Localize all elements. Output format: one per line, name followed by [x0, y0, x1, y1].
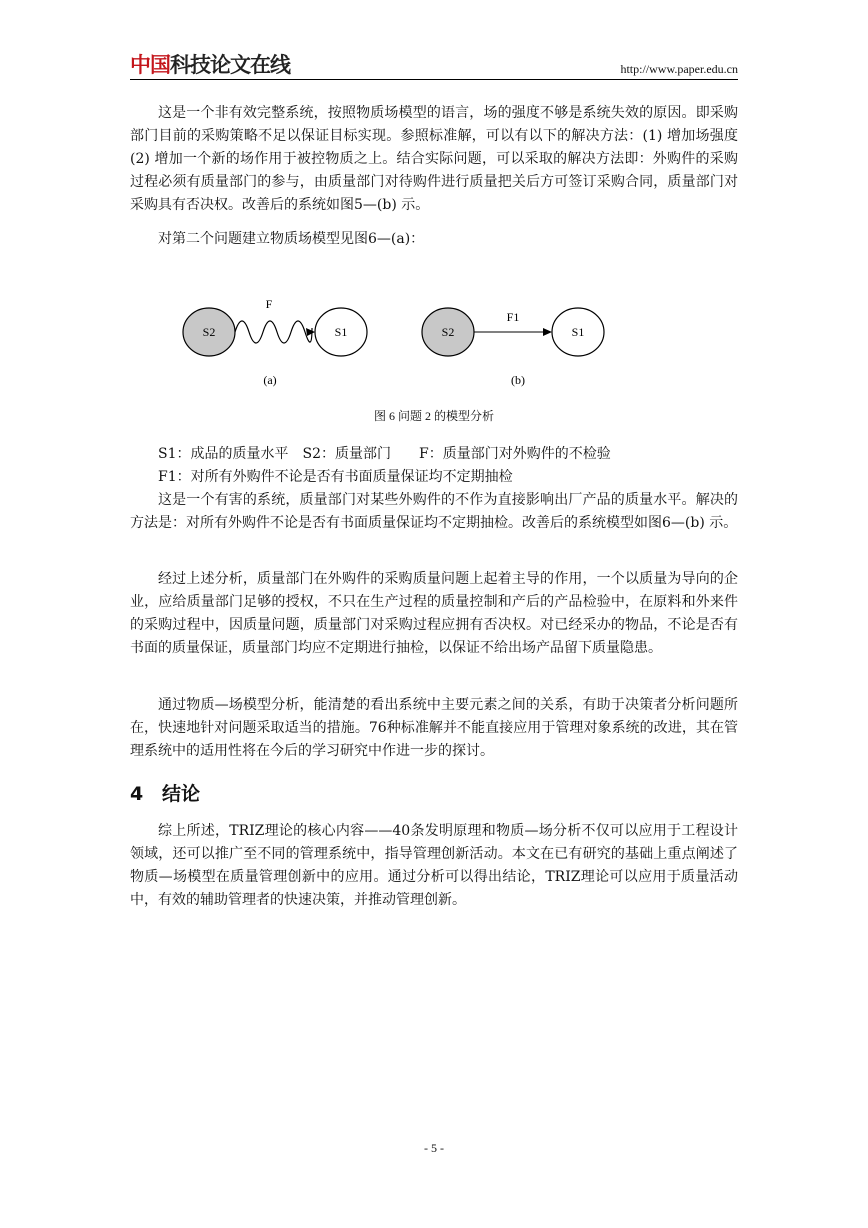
logo-part-red: 中国 — [130, 53, 170, 77]
figure-6 — [130, 285, 738, 425]
journal-logo — [130, 52, 290, 78]
paragraph-5: 通过物质—场模型分析，能清楚的看出系统中主要元素之间的关系，有助于决策者分析问题所在，快速地针对问题采取适当的措施。76种标准解并不能直接应用于管理对象系统的改进，其在管理系统中的适用性将在今后的学习研究中作进一步的探讨。 — [130, 697, 738, 759]
legend-line-1: S1：成品的质量水平 S2：质量部门 F：质量部门对外购件的不检验 — [158, 446, 611, 462]
wavy-field-link — [235, 321, 312, 343]
page-number: - 5 - — [424, 1141, 444, 1155]
node-b-s1-label: S1 — [571, 325, 585, 339]
legend-line-2: F1：对所有外购件不论是否有书面质量保证均不定期抽检 — [158, 469, 513, 485]
node-a-s2-label: S2 — [202, 325, 216, 339]
header-url[interactable]: http://www.paper.edu.cn — [620, 62, 738, 76]
node-a-s1-label: S1 — [334, 325, 348, 339]
section-heading — [130, 781, 200, 807]
field-b-label: F1 — [506, 310, 520, 324]
subfig-a-label: (a) — [263, 373, 277, 387]
paragraph-6: 综上所述，TRIZ理论的核心内容——40条发明原理和物质—场分析不仅可以应用于工程设计领域，还可以推广至不同的管理系统中，指导管理创新活动。本文在已有研究的基础上重点阐述了物质—场模型在质量管理创新中的应用。通过分析可以得出结论，TRIZ理论可以应用于质量活动中，有效的辅助管理者的快速决策，并推动管理创新。 — [130, 823, 738, 908]
arrowhead-b — [543, 328, 552, 336]
figure-6-diagram — [130, 285, 738, 405]
paragraph-3: 这是一个有害的系统，质量部门对某些外购件的不作为直接影响出厂产品的质量水平。解决的方法是：对所有外购件不论是否有书面质量保证均不定期抽检。改善后的系统模型如图6—(b) 示。 — [130, 492, 738, 531]
page-header — [130, 52, 738, 78]
subfig-b-label: (b) — [511, 373, 525, 387]
section-title: 结论 — [162, 783, 201, 805]
figure-caption: 图 6 问题 2 的模型分析 — [373, 409, 494, 423]
paragraph-4: 经过上述分析，质量部门在外购件的采购质量问题上起着主导的作用，一个以质量为导向的企业，应给质量部门足够的授权，不只在生产过程的质量控制和产后的产品检验中，在原料和外来件的采购过程中，因质量问题，质量部门对采购过程应拥有否决权。对已经采办的物品，不论是否有书面的质量保证，质量部门均应不定期进行抽检，以保证不给出场产品留下质量隐患。 — [130, 571, 738, 656]
logo-part-dark: 科技论文在线 — [170, 53, 290, 77]
field-a-label: F — [265, 297, 273, 311]
header-divider — [130, 79, 738, 80]
arrowhead-a — [306, 328, 315, 336]
paragraph-1: 这是一个非有效完整系统，按照物质场模型的语言，场的强度不够是系统失效的原因。即采购部门目前的采购策略不足以保证目标实现。参照标准解，可以有以下的解决方法：(1) 增加场强度 (2) 增加一个新的场作用于被控物质之上。结合实际问题，可以采取的解决方法即：外购件的采购过程必须有质量部门的参与，由质量部门对待购件进行质量把关后方可签订采购合同，质量部门对采购具有否决权。改善后的系统如图5—(b) 示。 — [130, 105, 738, 213]
section-number: 4 — [130, 783, 144, 805]
paragraph-2: 对第二个问题建立物质场模型见图6—(a)： — [158, 231, 425, 247]
node-b-s2-label: S2 — [441, 325, 455, 339]
